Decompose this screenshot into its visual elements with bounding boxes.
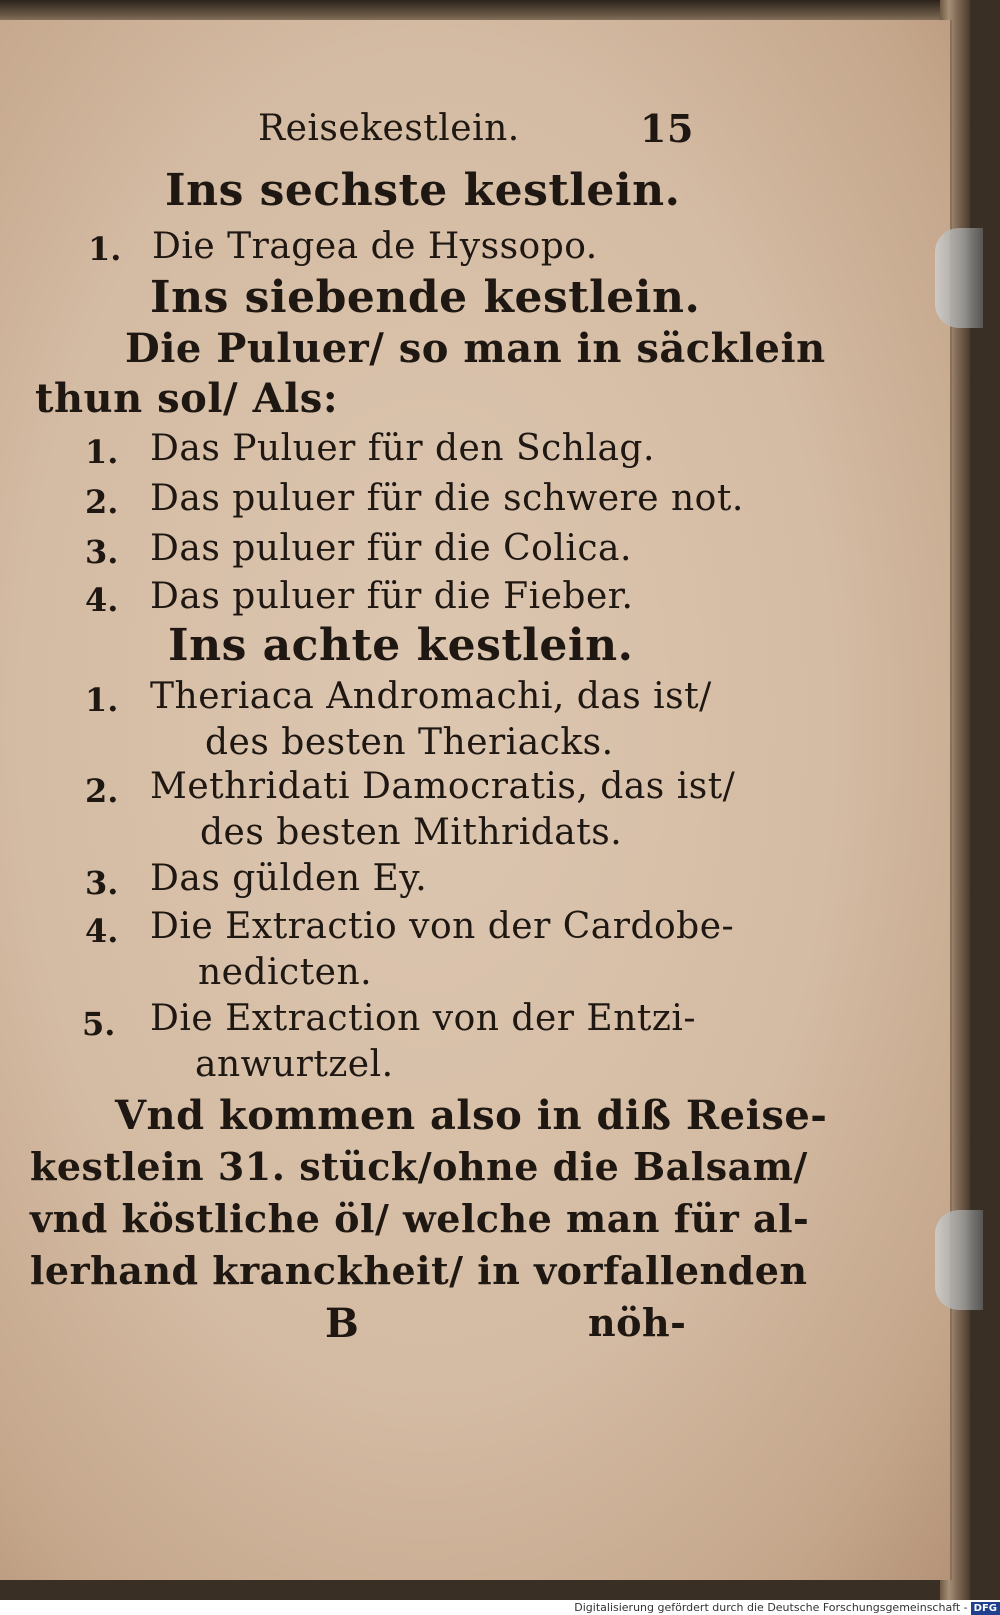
book-page [0,20,952,1580]
line-schlag: Das Puluer für den Schlag. [150,428,655,469]
line-lerhand: lerhand kranckheit/ in vorfallenden [30,1248,808,1293]
line-entzi: Die Extraction von der Entzi- [150,998,697,1039]
item-number: 4. [85,912,119,950]
page-number: 15 [640,106,694,151]
item-number: 2. [85,772,119,810]
line-methridati: Methridati Damocratis, das ist/ [150,766,736,807]
line-theriacks: des besten Theriacks. [205,722,614,763]
footer-text: Digitalisierung gefördert durch die Deutsche Forschungsgemeinschaft - [574,1601,968,1614]
item-number: 3. [85,533,119,571]
line-kestlein-31: kestlein 31. stück/ohne die Balsam/ [30,1144,808,1189]
line-nedicten: nedicten. [198,952,373,993]
book-top-edge [0,0,970,22]
item-number: 2. [85,483,119,521]
heading-sechste: Ins sechste kestlein. [165,165,681,216]
signature-mark: B [325,1300,360,1347]
line-thun: thun sol/ Als: [35,375,339,422]
heading-achte: Ins achte kestlein. [168,620,634,671]
item-number: 4. [85,581,119,619]
line-fieber: Das puluer für die Fieber. [150,576,634,617]
line-cardobe: Die Extractio von der Cardobe- [150,906,735,947]
item-number: 1. [85,681,119,719]
line-koestliche: vnd köstliche öl/ welche man für al- [30,1196,810,1241]
line-tragea: Die Tragea de Hyssopo. [152,226,598,267]
heading-siebende: Ins siebende kestlein. [150,272,701,323]
item-number: 1. [88,230,122,268]
digitization-footer [0,1600,1000,1615]
line-anwurtzel: anwurtzel. [195,1044,394,1085]
line-colica: Das puluer für die Colica. [150,528,632,569]
item-number: 3. [85,864,119,902]
page-clip [935,1210,983,1310]
page-clip [935,228,983,328]
item-number: 1. [85,433,119,471]
line-schwere-not: Das puluer für die schwere not. [150,478,744,519]
line-ey: Das gülden Ey. [150,858,428,899]
item-number: 5. [82,1005,116,1043]
line-puluer: Die Puluer/ so man in säcklein [125,325,826,372]
line-theriaca: Theriaca Andromachi, das ist/ [150,676,712,717]
line-mithridats: des besten Mithridats. [200,812,623,853]
running-head: Reisekestlein. [258,108,520,149]
dfg-logo: DFG [971,1602,1000,1615]
catchword: nöh- [588,1300,687,1345]
line-vnd-kommen: Vnd kommen also in diß Reise- [115,1092,828,1139]
